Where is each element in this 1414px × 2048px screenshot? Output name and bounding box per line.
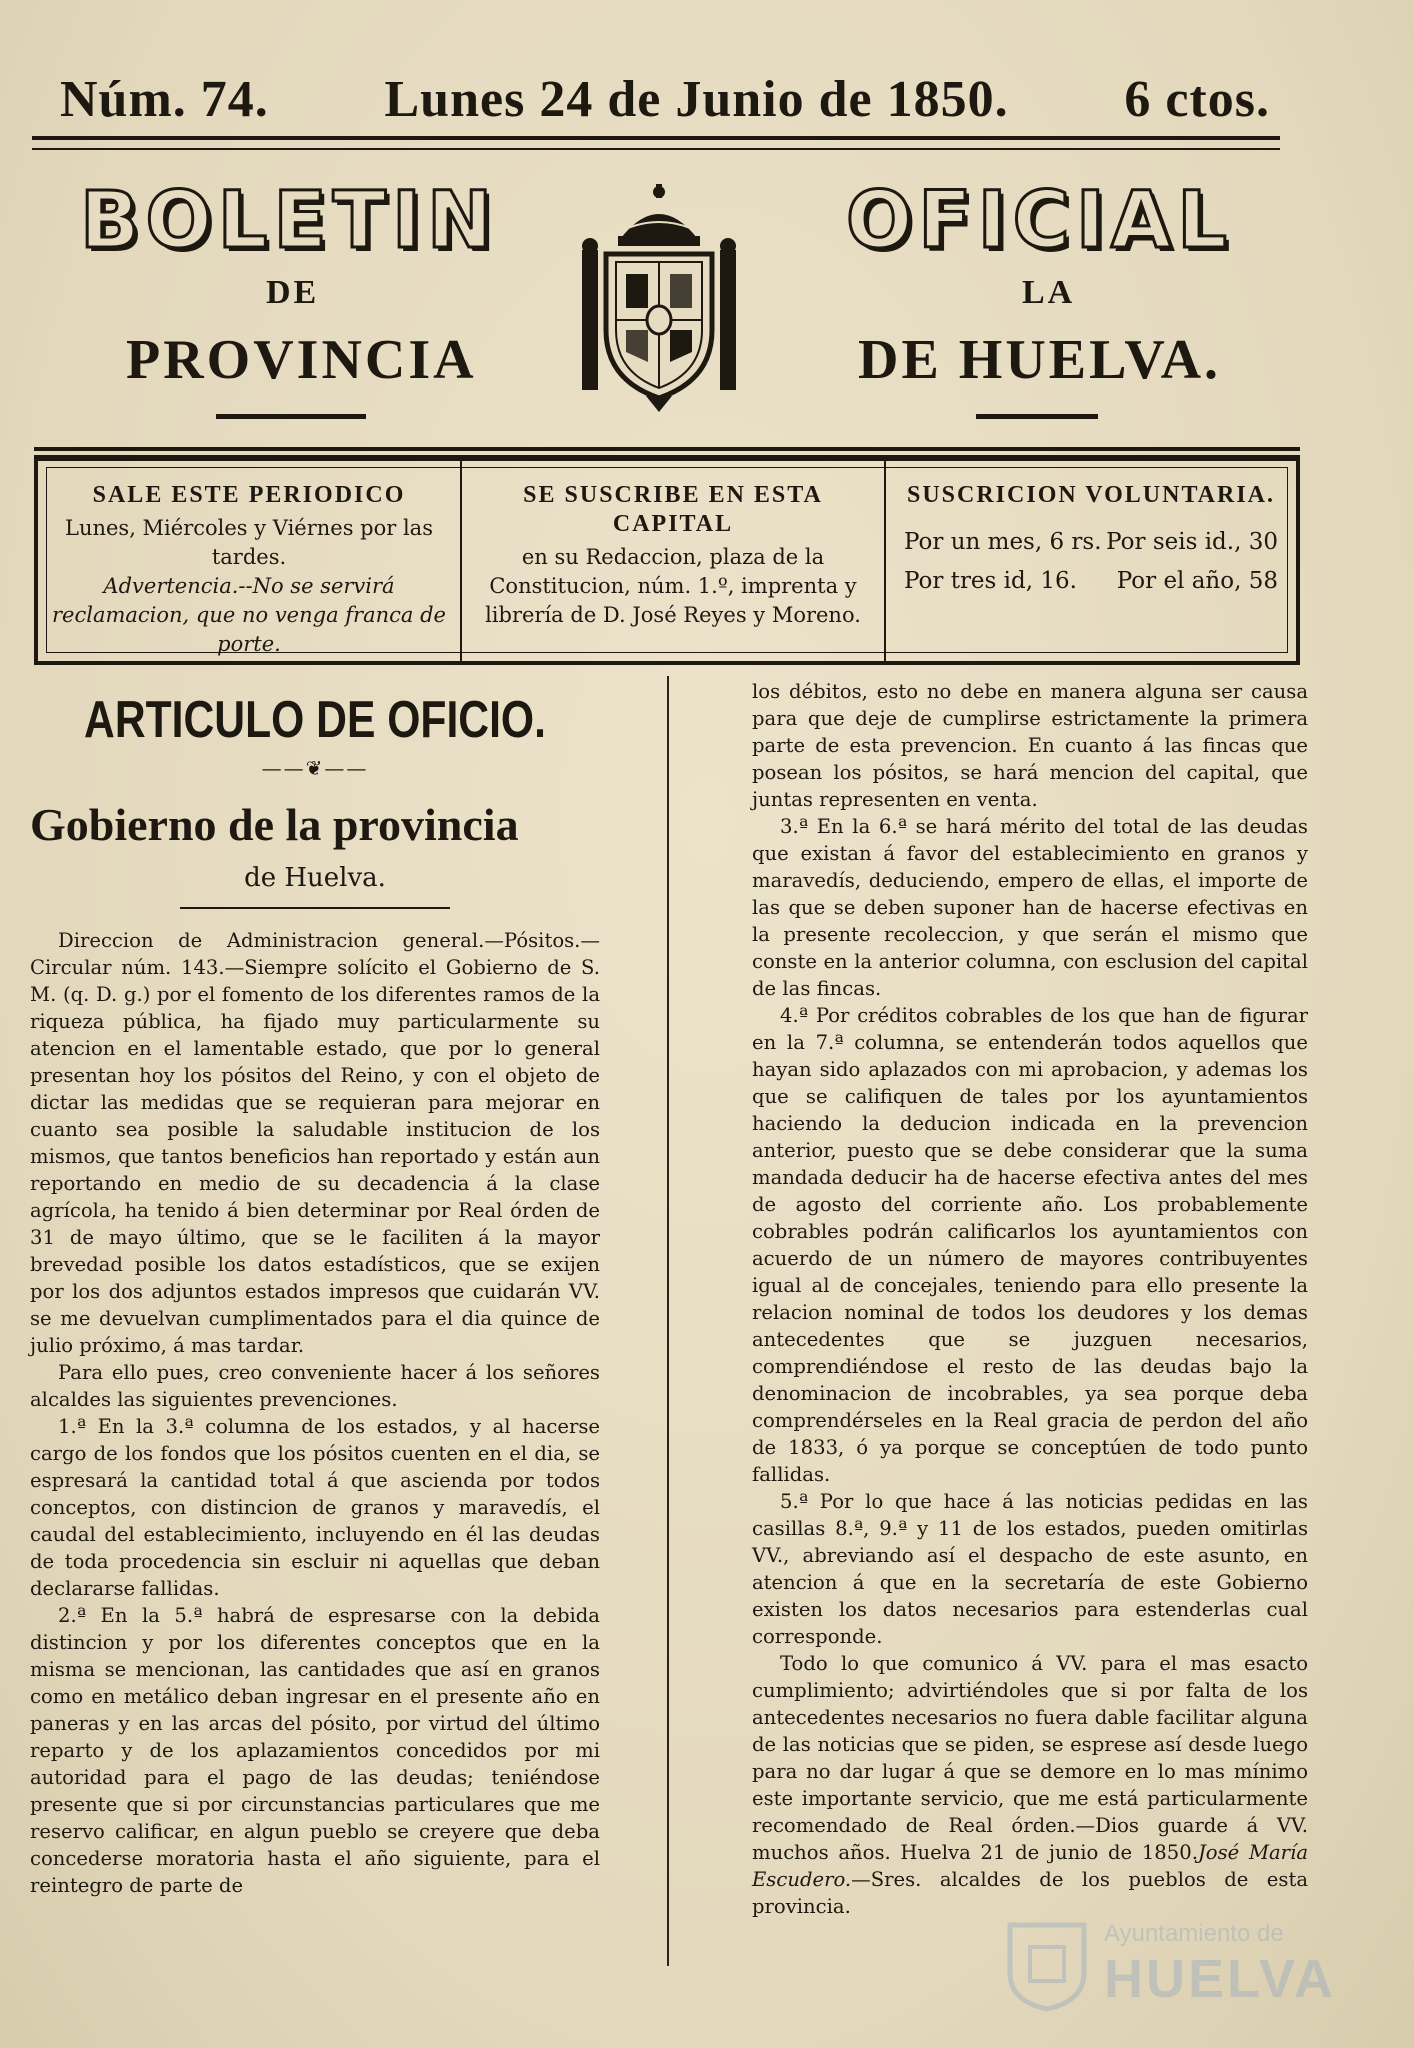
masthead-provincia: PROVINCIA — [126, 329, 477, 391]
article-subtitle: de Huelva. — [244, 863, 386, 893]
issue-number: Núm. 74. — [60, 70, 269, 128]
schedule-days: Lunes, Miércoles y Viérnes por las tardes. — [65, 516, 433, 569]
paragraph: Para ello pues, creo conveniente hacer á los señores alcaldes las siguientes prevenciones. — [30, 1361, 600, 1411]
paragraph-closing — [752, 1650, 1308, 1920]
section-title: ARTICULO DE OFICIO. — [84, 691, 546, 749]
archive-watermark — [1004, 1910, 1374, 2020]
publication-schedule — [38, 459, 460, 661]
schedule-heading: SALE ESTE PERIODICO — [92, 482, 406, 508]
subscription-prices — [884, 459, 1296, 661]
issue-line — [60, 66, 1270, 132]
schedule-notice: Advertencia.--No se servirá reclamacion, que no venga franca de porte. — [52, 574, 446, 656]
masthead-word-oficial: OFICIAL — [846, 176, 1233, 266]
price-one-month: Por un mes, 6 rs. — [904, 529, 1102, 555]
paragraph: Direccion de Administracion general.—Pósitos.—Circular núm. 143.—Siempre solícito el Gobierno de S. M. (q. D. g.) por el fomento de los diferentes ramos de la riqueza pública, ha fijado muy particularmente su atencion en el lamentable estado, que por lo general presentan hoy los pósitos del Reino, y con el objeto de dictar las medidas que se requieran para mejorar en cuanto sea posible la saludable institucion de los mismos, que tantos beneficios han reportado y están aun reportando en medio de su decadencia á la clase agrícola, ha tenido á bien determinar por Real órden de 31 de mayo último, que se le faciliten á la mayor brevedad posible los datos estadísticos, que se exijen por los dos adjuntos estados impresos que cuidarán VV. se me devuelvan cumplimentados para el dia quince de julio próximo, á mas tardar. — [30, 929, 600, 1357]
location-heading: SE SUSCRIBE EN ESTA CAPITAL — [523, 482, 823, 537]
right-column — [752, 678, 1308, 1920]
paragraph: 5.ª Por lo que hace á las noticias pedidas en las casillas 8.ª, 9.ª y 11 de los estados, pueden omitirlas VV., abreviando así el despacho de este asunto, en atencion á que en la secretaría de este Gobierno existen los datos necesarios para estenderlas cual corresponde. — [752, 1490, 1308, 1648]
watermark-small-text: Ayuntamiento de — [1104, 1920, 1284, 1947]
masthead-word-boletin: BOLETIN — [80, 176, 499, 266]
column-divider — [667, 676, 669, 1966]
left-body — [30, 927, 600, 1899]
article-title: Gobierno de la provincia — [30, 799, 519, 850]
header-rule — [32, 136, 1280, 150]
price-six-months: Por seis id., 30 — [1106, 529, 1278, 555]
paragraph: 3.ª En la 6.ª se hará mérito del total de las deudas que existan á favor del establecimiento en granos y maravedís, deduciendo, empero de ellas, el importe de las que se deben suponer han de hacerse efectivas en la presente recoleccion, y que serán el mismo que conste en la anterior columna, con esclusion del capital de las fincas. — [752, 815, 1308, 1000]
title-rule — [180, 907, 450, 909]
ornament-divider: ——❦—— — [261, 756, 369, 780]
paragraph: 1.ª En la 3.ª columna de los estados, y al hacerse cargo de los fondos que los pósitos cuenten en el dia, se espresará la cantidad total á que ascienda por todos conceptos, con distincion de granos y maravedís, el caudal del establecimiento, incluyendo en él las deudas de toda procedencia sin escluir ni aquellas que deban declararse fallidas. — [30, 1415, 600, 1600]
price-one-year: Por el año, 58 — [1116, 568, 1278, 594]
paragraph: 2.ª En la 5.ª habrá de espresarse con la debida distincion y por los diferentes conceptos que en la misma se mencionan, las cantidades que así en granos como en metálico deban ingresar en el presente año en paneras y en las arcas del pósito, por virtud del último reparto y de los aplazamientos concedidos por mi autoridad para el pago de las deudas; teniéndose presente que si por circunstancias particulares que me reservo calificar, en algun pueblo se creyere que deba concederse moratoria hasta el año siguiente, para el reintegro de parte de — [30, 1604, 600, 1897]
masthead-huelva: DE HUELVA. — [858, 329, 1222, 391]
signature: José María Escudero. — [752, 1841, 1308, 1891]
masthead-rule-right — [976, 414, 1098, 419]
issue-price: 6 ctos. — [1124, 70, 1270, 128]
masthead-rule-left — [216, 414, 366, 419]
subscription-location — [460, 459, 884, 661]
location-address: en su Redaccion, plaza de la Constitucion, núm. 1.º, imprenta y librería de D. José Reyes y Moreno. — [485, 545, 861, 627]
masthead-la: LA — [1022, 274, 1076, 311]
prices-heading: SUSCRICION VOLUNTARIA. — [906, 482, 1276, 508]
city-shield-icon — [1004, 1917, 1090, 2013]
closing-text: Todo lo que comunico á VV. para el mas esacto cumplimiento; advirtiéndoles que si por falta de los antecedentes necesarios no fuera dable facilitar alguna de las noticias que se piden, se esprese así desde luego para no dar lugar á que se demore en lo mas mínimo este importante servicio, que me está particularmente recomendado de Real órden.—Dios guarde á VV. muchos años. Huelva 21 de junio de 1850. — [752, 1652, 1308, 1864]
paragraph: 4.ª Por créditos cobrables de los que han de figurar en la 7.ª columna, se entenderán todos aquellos que hayan sido aplazados con mi aprobacion, y ademas los que se califiquen de tales por los ayuntamientos haciendo la deducion indicada en la prevencion anterior, puesto que se debe considerar que la suma mandada deducir ha de hacerse efectiva antes del mes de agosto del corriente año. Los probablemente cobrables podrán calificarlos los ayuntamientos con acuerdo de un número de mayores contribuyentes igual al de concejales, teniendo para ello presente la relacion nominal de todos los deudores y los demas antecedentes que se juzguen necesarios, comprendiéndose el resto de las deudas bajo la denominacion de incobrables, ya sea porque deba comprendérseles en la Real gracia de perdon del año de 1833, ó ya porque se conceptúen de todo punto fallidas. — [752, 1004, 1308, 1486]
royal-crest-icon — [576, 180, 742, 416]
addressees: —Sres. alcaldes de los pueblos de esta provincia. — [752, 1868, 1308, 1918]
issue-date: Lunes 24 de Junio de 1850. — [384, 70, 1009, 128]
price-three-months: Por tres id, 16. — [904, 568, 1077, 594]
right-body — [752, 678, 1308, 1920]
left-column — [30, 690, 600, 1899]
subscription-box — [34, 455, 1300, 665]
watermark-big-text: HUELVA — [1104, 1949, 1336, 2009]
paragraph: los débitos, esto no debe en manera alguna ser causa para que deje de cumplirse estrictamente la primera parte de esta prevencion. En cuanto á las fincas que posean los pósitos, se hará mencion del capital, que juntas representen en venta. — [752, 680, 1308, 811]
masthead-de: DE — [266, 274, 320, 311]
